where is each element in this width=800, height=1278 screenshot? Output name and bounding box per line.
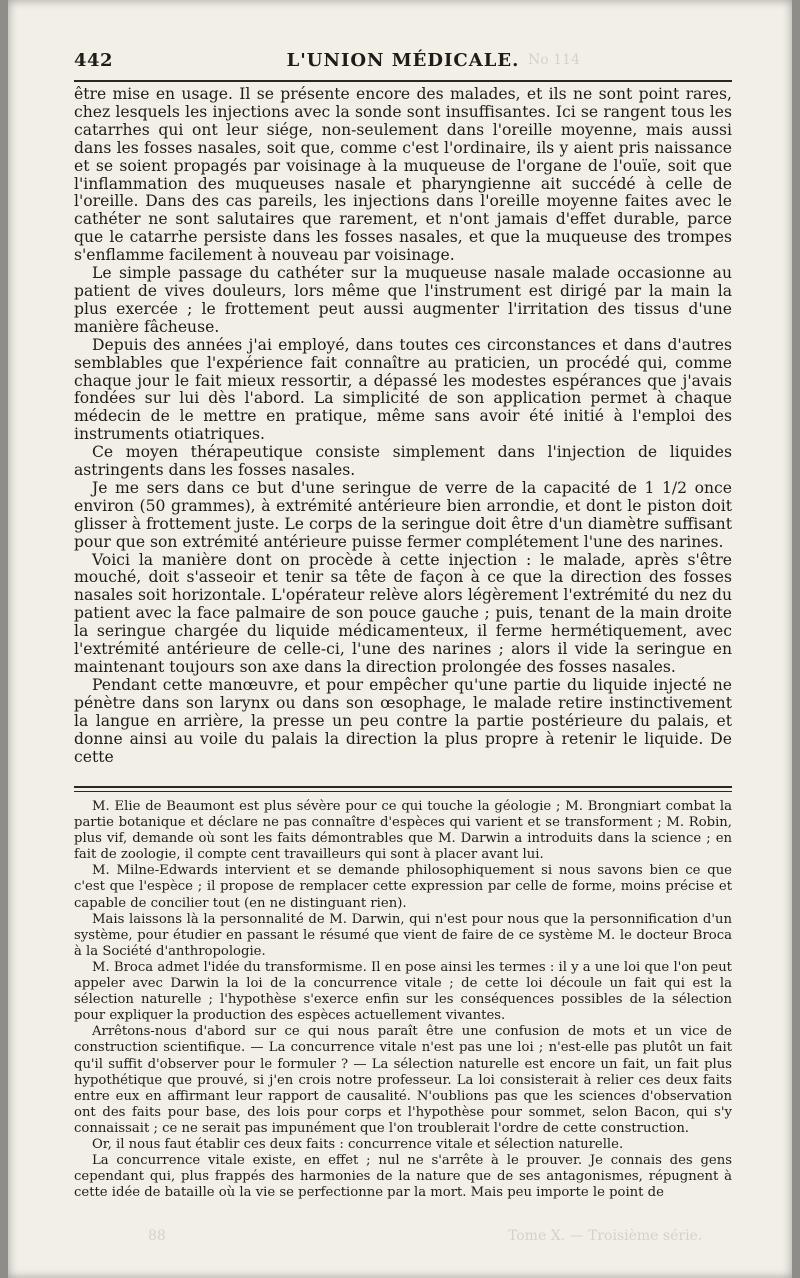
bleed-through-text: No 114 — [528, 52, 580, 68]
feuilleton-paragraph-2: M. Milne-Edwards intervient et se demande philosophiquement si nous savons bien ce que c'est que l'espèce ; il propose de remplacer cette expression par celle de forme, moins précise et capable de concilier tout (en ne distinguant rien). — [74, 863, 732, 911]
paragraph-3: Depuis des années j'ai employé, dans toutes ces circonstances et dans d'autres semblables que l'expérience fait connaître au praticien, un procédé qui, comme chaque jour le fait mieux ressortir, a dépassé les modestes espérances que j'avais fondées sur lui dès l'abord. La simplicité de son application permet à chaque médecin de le mettre en pratique, même sans avoir été initié à l'emploi des instruments otiatriques. — [74, 335, 732, 444]
main-article — [74, 86, 732, 766]
header-rule — [74, 80, 732, 82]
bleed-through-text: 88 — [148, 1228, 166, 1244]
paragraph-4: Ce moyen thérapeutique consiste simplement dans l'injection de liquides astringents dans les fosses nasales. — [74, 443, 732, 480]
feuilleton-paragraph-3: Mais laissons là la personnalité de M. Darwin, qui n'est pour nous que la personnification d'un système, pour étudier en passant le résumé que vient de faire de ce système M. le docteur Broca à la Société d'anthropologie. — [74, 911, 732, 959]
document-page — [8, 0, 792, 1278]
paragraph-5: Je me sers dans ce but d'une seringue de verre de la capacité de 1 1/2 once environ (50 grammes), à extrémité antérieure bien arrondie, et dont le piston doit glisser à frottement juste. Le corps de la seringue doit être d'un diamètre suffisant pour que son extrémité antérieure puisse fermer complétement l'une des narines. — [74, 478, 732, 551]
paragraph-7: Pendant cette manœuvre, et pour empêcher qu'une partie du liquide injecté ne pénètre dans son larynx ou dans son œsophage, le malade retire instinctivement la langue en arrière, la presse un peu contre la partie postérieure du palais, et donne ainsi au voile du palais la direction la plus propre à retenir le liquide. De cette — [74, 675, 732, 766]
feuilleton-paragraph-7: La concurrence vitale existe, en effet ; nul ne s'arrête à le prouver. Je connais des gens cependant qui, plus frappés des harmonies de la nature que de ses antagonismes, répugnent à cette idée de bataille où la vie se perfectionne par la mort. Mais peu importe le point de — [74, 1153, 732, 1201]
feuilleton-paragraph-1: M. Elie de Beaumont est plus sévère pour ce qui touche la géologie ; M. Brongniart combat la partie botanique et déclare ne pas connaître d'espèces qui varient et se transforment ; M. Robin, plus vif, demande où sont les faits démontrables que M. Darwin a introduits dans la science ; en fait de zoologie, il compte cent travailleurs qui sont à placer avant lui. — [74, 799, 732, 863]
feuilleton-section — [74, 799, 732, 1201]
paragraph-6: Voici la manière dont on procède à cette injection : le malade, après s'être mouché, doit s'asseoir et tenir sa tête de façon à ce que la direction des fosses nasales soit horizontale. L'opérateur relève alors légèrement l'extrémité du nez du patient avec la face palmaire de son pouce gauche ; puis, tenant de la main droite la seringue chargée du liquide médicamenteux, il ferme hermétiquement, avec l'extrémité antérieure de celle-ci, l'une des narines ; alors il vide la seringue en maintenant toujours son axe dans la direction prolongée des fosses nasales. — [74, 550, 732, 676]
feuilleton-rule — [74, 786, 732, 792]
paragraph-2: Le simple passage du cathéter sur la muqueuse nasale malade occasionne au patient de vives douleurs, lors même que l'instrument est dirigé par la main la plus exercée ; le frottement peut aussi augmenter l'irritation des tissus d'une manière fâcheuse. — [74, 264, 732, 336]
page-header — [74, 44, 732, 74]
feuilleton-paragraph-4: M. Broca admet l'idée du transformisme. Il en pose ainsi les termes : il y a une loi que l'on peut appeler avec Darwin la loi de la concurrence vitale ; de cette loi découle un fait qui est la sélection naturelle ; l'hypothèse s'exerce enfin sur les conséquences possibles de la sélection pour expliquer la production des espèces actuellement vivantes. — [74, 959, 732, 1024]
feuilleton-paragraph-5: Arrêtons-nous d'abord sur ce qui nous paraît être une confusion de mots et un vice de construction scientifique. — La concurrence vitale n'est pas une loi ; n'est-elle pas plutôt un fait qu'il suffit d'observer pour le formuler ? — La sélection naturelle est encore un fait, un fait plus hypothétique que prouvé, si j'en crois notre professeur. La loi consisterait à relier ces deux faits entre eux en affirmant leur rapport de causalité. N'oublions pas que les sciences d'observation ont des faits pour base, des lois pour corps et l'hypothèse pour sommet, selon Bacon, qui s'y connaissait ; ce ne serait pas impunément que l'on troublerait l'ordre de cette construction. — [74, 1024, 732, 1136]
running-title: L'UNION MÉDICALE. — [286, 50, 520, 71]
paragraph-1: être mise en usage. Il se présente encore des malades, et ils ne sont point rares, chez lesquels les injections avec la sonde sont insuffisantes. Ici se rangent tous les catarrhes qui ont leur siége, non-seulement dans l'oreille moyenne, mais aussi dans les fosses nasales, soit que, comme c'est l'ordinaire, ils y aient pris naissance et se soient propagés par voisinage à la muqueuse de l'organe de l'ouïe, soit que l'inflammation des muqueuses nasale et pharyngienne ait succédé à celle de l'oreille. Dans des cas pareils, les injections dans l'oreille moyenne faites avec le cathéter ne sont salutaires que rarement, et n'ont jamais d'effet durable, parce que le catarrhe persiste dans les fosses nasales, et que la muqueuse des trompes s'enflamme facilement à nouveau par voisinage. — [74, 85, 732, 265]
feuilleton-paragraph-6: Or, il nous faut établir ces deux faits : concurrence vitale et sélection naturelle. — [92, 1136, 624, 1152]
bleed-through-text: Tome X. — Troisième série. — [508, 1228, 703, 1244]
page-number: 442 — [74, 50, 114, 71]
